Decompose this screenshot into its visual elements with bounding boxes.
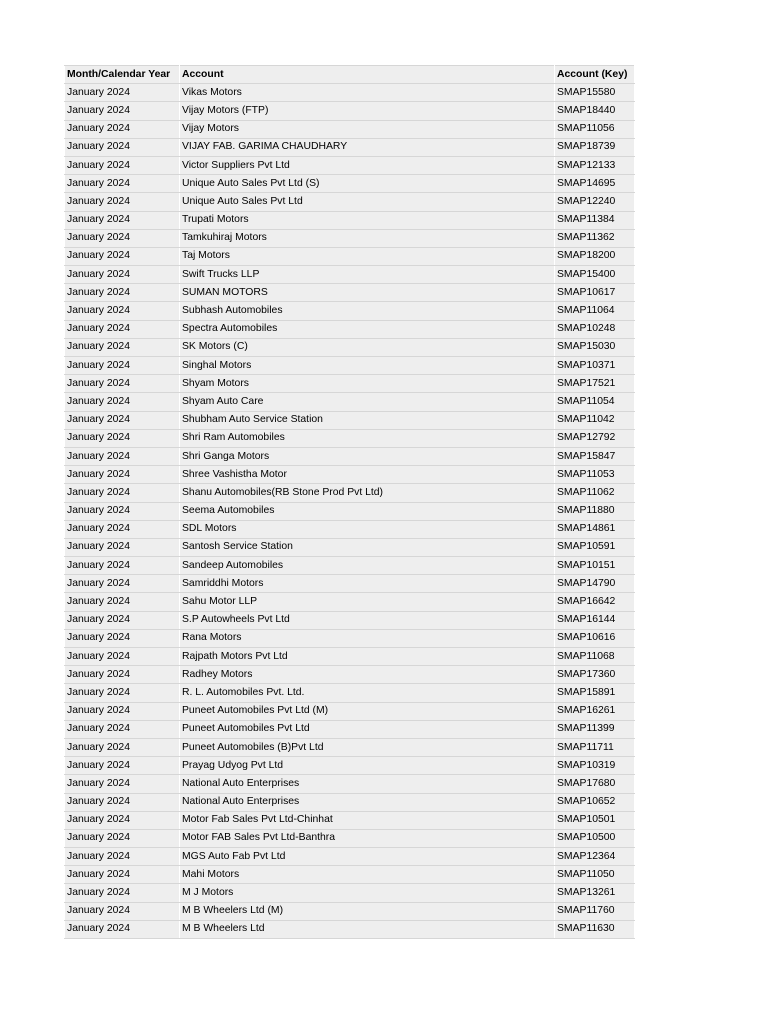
cell-account: Rajpath Motors Pvt Ltd [180, 648, 555, 666]
cell-account: SDL Motors [180, 520, 555, 538]
table-row [65, 811, 635, 829]
column-header-month: Month/Calendar Year [65, 66, 180, 84]
cell-account-key: SMAP10151 [555, 557, 635, 575]
cell-account: MGS Auto Fab Pvt Ltd [180, 848, 555, 866]
cell-account-key: SMAP16642 [555, 593, 635, 611]
table-row [65, 102, 635, 120]
cell-account-key: SMAP18739 [555, 138, 635, 156]
cell-account: Rana Motors [180, 629, 555, 647]
cell-account-key: SMAP13261 [555, 884, 635, 902]
cell-month: January 2024 [65, 702, 180, 720]
table-row [65, 320, 635, 338]
table-row [65, 666, 635, 684]
table-row [65, 538, 635, 556]
cell-month: January 2024 [65, 793, 180, 811]
cell-account-key: SMAP14695 [555, 175, 635, 193]
cell-account-key: SMAP11399 [555, 720, 635, 738]
column-header-account: Account [180, 66, 555, 84]
cell-account-key: SMAP15400 [555, 266, 635, 284]
cell-account: Vikas Motors [180, 84, 555, 102]
cell-month: January 2024 [65, 411, 180, 429]
table-row [65, 375, 635, 393]
cell-account: Spectra Automobiles [180, 320, 555, 338]
cell-account: Trupati Motors [180, 211, 555, 229]
table-row [65, 120, 635, 138]
cell-account: Singhal Motors [180, 357, 555, 375]
table-row [65, 702, 635, 720]
table-row [65, 848, 635, 866]
cell-account-key: SMAP11760 [555, 902, 635, 920]
cell-month: January 2024 [65, 393, 180, 411]
cell-account: R. L. Automobiles Pvt. Ltd. [180, 684, 555, 702]
cell-account: Puneet Automobiles Pvt Ltd [180, 720, 555, 738]
table-row [65, 593, 635, 611]
table-row [65, 138, 635, 156]
cell-account: Puneet Automobiles Pvt Ltd (M) [180, 702, 555, 720]
cell-account-key: SMAP11362 [555, 229, 635, 247]
cell-account-key: SMAP11068 [555, 648, 635, 666]
cell-month: January 2024 [65, 102, 180, 120]
table-row [65, 247, 635, 265]
cell-account: M J Motors [180, 884, 555, 902]
cell-account-key: SMAP11042 [555, 411, 635, 429]
cell-account: Shanu Automobiles(RB Stone Prod Pvt Ltd) [180, 484, 555, 502]
cell-month: January 2024 [65, 447, 180, 465]
cell-month: January 2024 [65, 720, 180, 738]
table-row [65, 393, 635, 411]
table-row [65, 266, 635, 284]
cell-account: Shubham Auto Service Station [180, 411, 555, 429]
table-row [65, 648, 635, 666]
cell-month: January 2024 [65, 338, 180, 356]
cell-month: January 2024 [65, 193, 180, 211]
cell-month: January 2024 [65, 775, 180, 793]
cell-account: Prayag Udyog Pvt Ltd [180, 757, 555, 775]
table-header [65, 66, 635, 84]
table-row [65, 757, 635, 775]
cell-month: January 2024 [65, 357, 180, 375]
cell-account: Subhash Automobiles [180, 302, 555, 320]
table-row [65, 338, 635, 356]
table-row [65, 720, 635, 738]
table-row [65, 520, 635, 538]
cell-account: Shri Ram Automobiles [180, 429, 555, 447]
cell-account-key: SMAP10652 [555, 793, 635, 811]
cell-account-key: SMAP11053 [555, 466, 635, 484]
table-row [65, 684, 635, 702]
table-row [65, 502, 635, 520]
cell-account-key: SMAP11384 [555, 211, 635, 229]
cell-account: Puneet Automobiles (B)Pvt Ltd [180, 738, 555, 756]
cell-month: January 2024 [65, 211, 180, 229]
cell-month: January 2024 [65, 575, 180, 593]
cell-month: January 2024 [65, 902, 180, 920]
table-body [65, 84, 635, 939]
cell-month: January 2024 [65, 648, 180, 666]
cell-account-key: SMAP11050 [555, 866, 635, 884]
cell-account: Unique Auto Sales Pvt Ltd [180, 193, 555, 211]
cell-account-key: SMAP17521 [555, 375, 635, 393]
table-row [65, 466, 635, 484]
cell-account: Santosh Service Station [180, 538, 555, 556]
cell-month: January 2024 [65, 829, 180, 847]
cell-account: Vijay Motors (FTP) [180, 102, 555, 120]
cell-month: January 2024 [65, 229, 180, 247]
cell-account: National Auto Enterprises [180, 775, 555, 793]
cell-month: January 2024 [65, 757, 180, 775]
cell-account: Unique Auto Sales Pvt Ltd (S) [180, 175, 555, 193]
cell-month: January 2024 [65, 138, 180, 156]
cell-account-key: SMAP14790 [555, 575, 635, 593]
cell-account-key: SMAP17680 [555, 775, 635, 793]
cell-month: January 2024 [65, 266, 180, 284]
cell-account-key: SMAP10371 [555, 357, 635, 375]
cell-month: January 2024 [65, 320, 180, 338]
cell-account: SUMAN MOTORS [180, 284, 555, 302]
header-row [65, 66, 635, 84]
cell-account: Motor Fab Sales Pvt Ltd-Chinhat [180, 811, 555, 829]
cell-month: January 2024 [65, 738, 180, 756]
cell-month: January 2024 [65, 538, 180, 556]
table-row [65, 284, 635, 302]
table-row [65, 429, 635, 447]
table-row [65, 193, 635, 211]
cell-account-key: SMAP11056 [555, 120, 635, 138]
cell-account-key: SMAP17360 [555, 666, 635, 684]
table-row [65, 884, 635, 902]
cell-account-key: SMAP12792 [555, 429, 635, 447]
table-row [65, 738, 635, 756]
cell-account-key: SMAP11711 [555, 738, 635, 756]
table-row [65, 447, 635, 465]
cell-account: Shyam Motors [180, 375, 555, 393]
cell-month: January 2024 [65, 848, 180, 866]
cell-account: Motor FAB Sales Pvt Ltd-Banthra [180, 829, 555, 847]
table-row [65, 775, 635, 793]
cell-month: January 2024 [65, 247, 180, 265]
cell-account-key: SMAP11062 [555, 484, 635, 502]
cell-month: January 2024 [65, 866, 180, 884]
cell-account: Shree Vashistha Motor [180, 466, 555, 484]
accounts-table [64, 65, 635, 939]
cell-account: National Auto Enterprises [180, 793, 555, 811]
cell-account-key: SMAP10319 [555, 757, 635, 775]
cell-account: Shri Ganga Motors [180, 447, 555, 465]
cell-account-key: SMAP10616 [555, 629, 635, 647]
cell-account: Shyam Auto Care [180, 393, 555, 411]
cell-account: SK Motors (C) [180, 338, 555, 356]
table-row [65, 629, 635, 647]
table-row [65, 902, 635, 920]
cell-month: January 2024 [65, 502, 180, 520]
table-row [65, 829, 635, 847]
cell-account: Sahu Motor LLP [180, 593, 555, 611]
cell-account: Samriddhi Motors [180, 575, 555, 593]
cell-account: Victor Suppliers Pvt Ltd [180, 156, 555, 174]
table-row [65, 211, 635, 229]
cell-month: January 2024 [65, 466, 180, 484]
table-row [65, 302, 635, 320]
cell-account-key: SMAP12364 [555, 848, 635, 866]
cell-month: January 2024 [65, 175, 180, 193]
cell-account: S.P Autowheels Pvt Ltd [180, 611, 555, 629]
table-row [65, 175, 635, 193]
cell-account-key: SMAP16261 [555, 702, 635, 720]
cell-account: Mahi Motors [180, 866, 555, 884]
cell-account-key: SMAP16144 [555, 611, 635, 629]
cell-account-key: SMAP14861 [555, 520, 635, 538]
cell-month: January 2024 [65, 593, 180, 611]
table-row [65, 156, 635, 174]
cell-month: January 2024 [65, 429, 180, 447]
cell-account: Tamkuhiraj Motors [180, 229, 555, 247]
cell-month: January 2024 [65, 666, 180, 684]
cell-account-key: SMAP15580 [555, 84, 635, 102]
cell-month: January 2024 [65, 684, 180, 702]
cell-account-key: SMAP12133 [555, 156, 635, 174]
cell-account-key: SMAP12240 [555, 193, 635, 211]
table-row [65, 229, 635, 247]
cell-month: January 2024 [65, 302, 180, 320]
table-row [65, 84, 635, 102]
cell-account-key: SMAP18440 [555, 102, 635, 120]
cell-account-key: SMAP11880 [555, 502, 635, 520]
cell-account-key: SMAP15891 [555, 684, 635, 702]
cell-month: January 2024 [65, 811, 180, 829]
cell-account-key: SMAP10617 [555, 284, 635, 302]
table-row [65, 866, 635, 884]
cell-account: Radhey Motors [180, 666, 555, 684]
column-header-account-key: Account (Key) [555, 66, 635, 84]
cell-month: January 2024 [65, 120, 180, 138]
cell-month: January 2024 [65, 884, 180, 902]
cell-month: January 2024 [65, 84, 180, 102]
cell-account: M B Wheelers Ltd (M) [180, 902, 555, 920]
cell-month: January 2024 [65, 156, 180, 174]
table-row [65, 357, 635, 375]
table-row [65, 484, 635, 502]
table-row [65, 611, 635, 629]
cell-account-key: SMAP10248 [555, 320, 635, 338]
cell-account: Vijay Motors [180, 120, 555, 138]
cell-account-key: SMAP11054 [555, 393, 635, 411]
cell-account-key: SMAP10591 [555, 538, 635, 556]
cell-account: Swift Trucks LLP [180, 266, 555, 284]
cell-month: January 2024 [65, 375, 180, 393]
table-row [65, 557, 635, 575]
cell-month: January 2024 [65, 611, 180, 629]
table-row [65, 920, 635, 938]
cell-account-key: SMAP10501 [555, 811, 635, 829]
cell-account: M B Wheelers Ltd [180, 920, 555, 938]
cell-month: January 2024 [65, 520, 180, 538]
table-row [65, 793, 635, 811]
table-row [65, 411, 635, 429]
cell-account-key: SMAP11630 [555, 920, 635, 938]
cell-account-key: SMAP10500 [555, 829, 635, 847]
cell-account-key: SMAP15847 [555, 447, 635, 465]
cell-account: Taj Motors [180, 247, 555, 265]
table-row [65, 575, 635, 593]
cell-account-key: SMAP11064 [555, 302, 635, 320]
cell-month: January 2024 [65, 484, 180, 502]
cell-account-key: SMAP18200 [555, 247, 635, 265]
report-sheet [64, 65, 634, 939]
cell-account: VIJAY FAB. GARIMA CHAUDHARY [180, 138, 555, 156]
cell-month: January 2024 [65, 920, 180, 938]
cell-month: January 2024 [65, 557, 180, 575]
cell-month: January 2024 [65, 284, 180, 302]
cell-account: Sandeep Automobiles [180, 557, 555, 575]
cell-account: Seema Automobiles [180, 502, 555, 520]
cell-month: January 2024 [65, 629, 180, 647]
cell-account-key: SMAP15030 [555, 338, 635, 356]
